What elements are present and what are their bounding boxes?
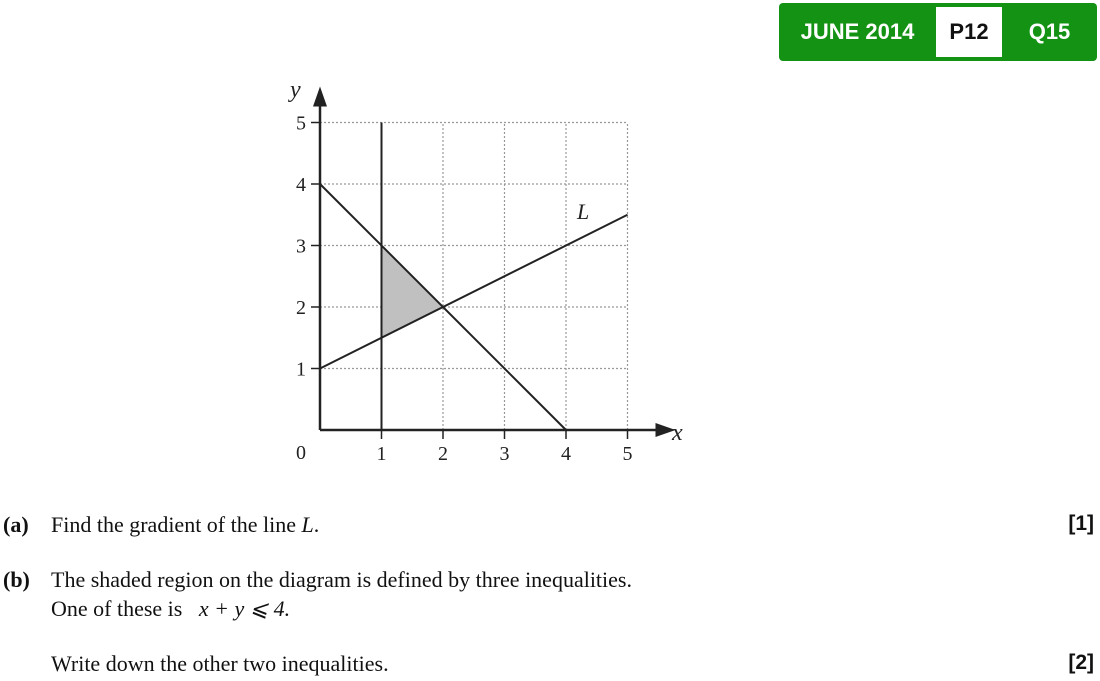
y-axis-arrow <box>313 87 327 107</box>
question-a-text <box>51 512 319 538</box>
x-tick-label: 3 <box>499 443 510 465</box>
question-a-suffix: . <box>313 512 320 537</box>
question-b-label: (b) <box>3 567 30 592</box>
question-b-line2-prefix: One of these is <box>51 596 183 621</box>
question-b-marks: [2] <box>1068 651 1094 674</box>
line-variable: L <box>301 512 314 537</box>
x-tick-label: 5 <box>622 443 633 465</box>
question-a-prefix: Find the gradient of the line <box>51 512 302 537</box>
y-axis-label: y <box>290 77 301 103</box>
y-tick-label: 1 <box>296 358 306 381</box>
shaded-region <box>382 246 444 338</box>
question-number: Q15 <box>1028 19 1071 44</box>
tick-labels <box>296 113 633 466</box>
x-tick-label: 4 <box>561 443 571 465</box>
question-b-line1: The shaded region on the diagram is defined by three inequalities. <box>51 567 632 592</box>
origin-label: 0 <box>296 442 306 464</box>
y-tick-label: 4 <box>296 174 306 196</box>
grid <box>320 123 628 431</box>
y-tick-label: 3 <box>296 235 306 258</box>
question-a-marks: [1] <box>1068 512 1094 535</box>
paper-number: P12 <box>936 7 1002 57</box>
axes <box>313 87 676 438</box>
exam-date: JUNE 2014 <box>800 19 915 44</box>
line-L-label: L <box>577 199 590 224</box>
x-tick-label: 1 <box>376 443 387 465</box>
line-L <box>320 215 628 369</box>
question-a-label: (a) <box>3 512 29 537</box>
x-tick-label: 2 <box>438 443 448 465</box>
lines <box>320 123 628 431</box>
y-tick-label: 5 <box>296 112 306 135</box>
question-b-line2 <box>51 596 290 622</box>
given-inequality: x + y ⩽ 4. <box>198 596 291 621</box>
x-axis-label: x <box>672 420 683 446</box>
question-b-line3: Write down the other two inequalities. <box>51 651 389 676</box>
y-tick-label: 2 <box>296 297 306 319</box>
